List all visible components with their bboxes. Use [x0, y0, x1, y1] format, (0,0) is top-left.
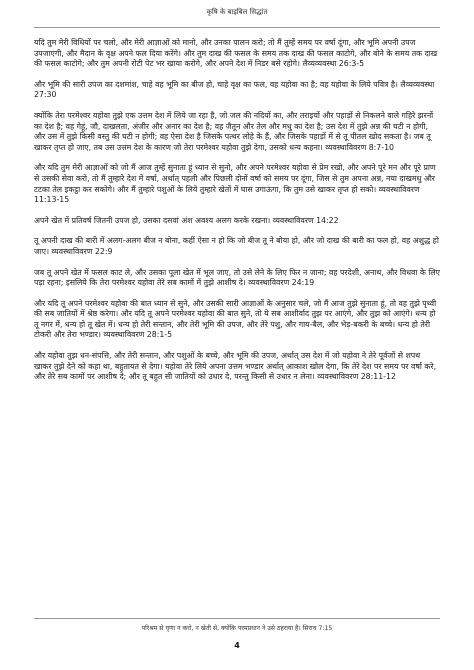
page-body: [34, 38, 440, 393]
verse-paragraph: और यदि तू अपने परमेश्वर यहोवा की बात ध्यान से सुने, और उसकी सारी आज्ञाओं के अनुसार चले, जो मैं आज तुझे सुनाता हूं, तो वह तुझे पृथ्वी की सब जातियों में श्रेष्ठ करेगा। और यदि तू अपने परमेश्वर यहोवा की बात सुने, तो ये सब आशीर्वाद तुझ पर आएंगे, और तुझ को आएंगे। धन्य हो तू नगर में, धन्य हो तू खेत में। धन्य हो तेरी सन्तान, और तेरी भूमि की उपज, और तेरे पशु, और गाय-बैल, और भेड़-बकरी के बच्चे। धन्य हो तेरी टोकरी और तेरा भण्डार। व्यवस्थाविवरण 28:1-5: [34, 298, 437, 340]
verse-paragraph: तू अपनी दाख की बारी में अलग-अलग बीज न बोना, कहीं ऐसा न हो कि जो बीज तू ने बोया हो, और जो दाख की बारी का फल हो, वह अशुद्ध हो जाए। व्यवस्थाविवरण 22:9: [34, 236, 439, 256]
footer-quote: परिश्रम से घृणा न करो, न खेती से, क्योंकि परमप्रधान ने उसे ठहराया है। सिराच 7:15: [141, 625, 333, 632]
verse-paragraph: और भूमि की सारी उपज का दशमांश, चाहे वह भूमि का बीज हो, चाहे वृक्ष का फल, वह यहोवा का है; वह यहोवा के लिये पवित्र है। लैव्यव्यवस्था 27:30: [34, 79, 435, 100]
verse-paragraph: और यदि तुम मेरी आज्ञाओं को जो मैं आज तुम्हें सुनाता हूं ध्यान से सुनो, और अपने परमेश्वर यहोवा से प्रेम रखो, और अपने पूरे मन और पूरे प्राण से उसकी सेवा करो, तो मैं तुम्हारे देश में वर्षा, अर्थात् पहली और पिछली दोनों वर्षा को समय पर दूंगा, जिस से तुम अपना अन्न, नया दाखमधु और टटका तेल इकट्ठा कर सकोगे। और मैं तुम्हारे पशुओं के लिये तुम्हारे खेतों में घास उगाऊंगा, कि तुम उसे खाकर तृप्त हो सको। व्यवस्थाविवरण 11:13-15: [34, 163, 436, 205]
verse-paragraph: यदि तुम मेरी विधियों पर चलो, और मेरी आज्ञाओं को मानो, और उनका पालन करो; तो मैं तुम्हें समय पर वर्षा दूंगा, और भूमि अपनी उपज उपजाएगी, और मैदान के वृक्ष अपने फल दिया करेंगे। और तुम दाख की फसल के समय तक दाख की फसल काटोगे, और बोने के समय तक दाख की फसल काटोगे; और तुम अपनी रोटी पेट भर खाया करोगे, और अपने देश में निडर बसे रहोगे। लैव्यव्यवस्था 26:3-5: [34, 38, 438, 69]
verse-paragraph: जब तू अपने खेत में फसल काट ले, और उसका पूला खेत में भूल जाए, तो उसे लेने के लिए फिर न जाना; वह परदेशी, अनाथ, और विधवा के लिए पड़ा रहना; इसलिये कि तेरा परमेश्वर यहोवा तेरे सब कामों में तुझे आशीष दे। व्यवस्थाविवरण 24:19: [34, 267, 440, 288]
verse-paragraph: क्योंकि तेरा परमेश्वर यहोवा तुझे एक उत्तम देश में लिये जा रहा है, जो जल की नदियों का, और तराइयों और पहाड़ों से निकलने वाले गहिरे झरनों का देश है; वह गेहूं, जौ, दाखलता, अंजीर और अनार का देश है; वह जैतून और तेल और मधु का देश है; उस देश में तुझे अन्न की घटी न होगी, और उस में तुझे किसी वस्तु की घटी न होगी; वह ऐसा देश है जिसके पत्थर लोहे के हैं, और जिसके पहाड़ों में से तू पीतल खोद सकता है। जब तू खाकर तृप्त हो जाए, तब उस उत्तम देश के कारण जो तेरा परमेश्वर यहोवा तुझे देगा, उसको धन्य कहना। व्यवस्थाविवरण 8:7-10: [34, 110, 434, 152]
verse-paragraph: और यहोवा तुझ धन-संपत्ति, और तेरी सन्तान, और पशुओं के बच्चे, और भूमि की उपज, अर्थात् उस देश में जो यहोवा ने तेरे पूर्वजों से शपथ खाकर तुझे देने को कहा था, बहुतायत से देगा। यहोवा तेरे लिये अपना उत्तम भण्डार अर्थात् आकाश खोल देगा, कि तेरे देश पर समय पर वर्षा करे, और तेरे सब कामों पर आशीष दे; और तू बहुत सी जातियों को उधार दे, परन्तु किसी से उधार न लेना। व्यवस्थाविवरण 28:11-12: [34, 351, 437, 382]
page-number: 4: [234, 641, 240, 650]
verse-paragraph: अपने खेत में प्रतिवर्ष जितनी उपज हो, उसका दसवां अंश अवश्य अलग करके रखना। व्यवस्थाविवरण 14:22: [34, 215, 339, 225]
footer-divider: [34, 618, 440, 619]
header-divider: [34, 27, 440, 28]
page-header-title: कृषि के बाइबिल सिद्धांत: [206, 8, 268, 16]
